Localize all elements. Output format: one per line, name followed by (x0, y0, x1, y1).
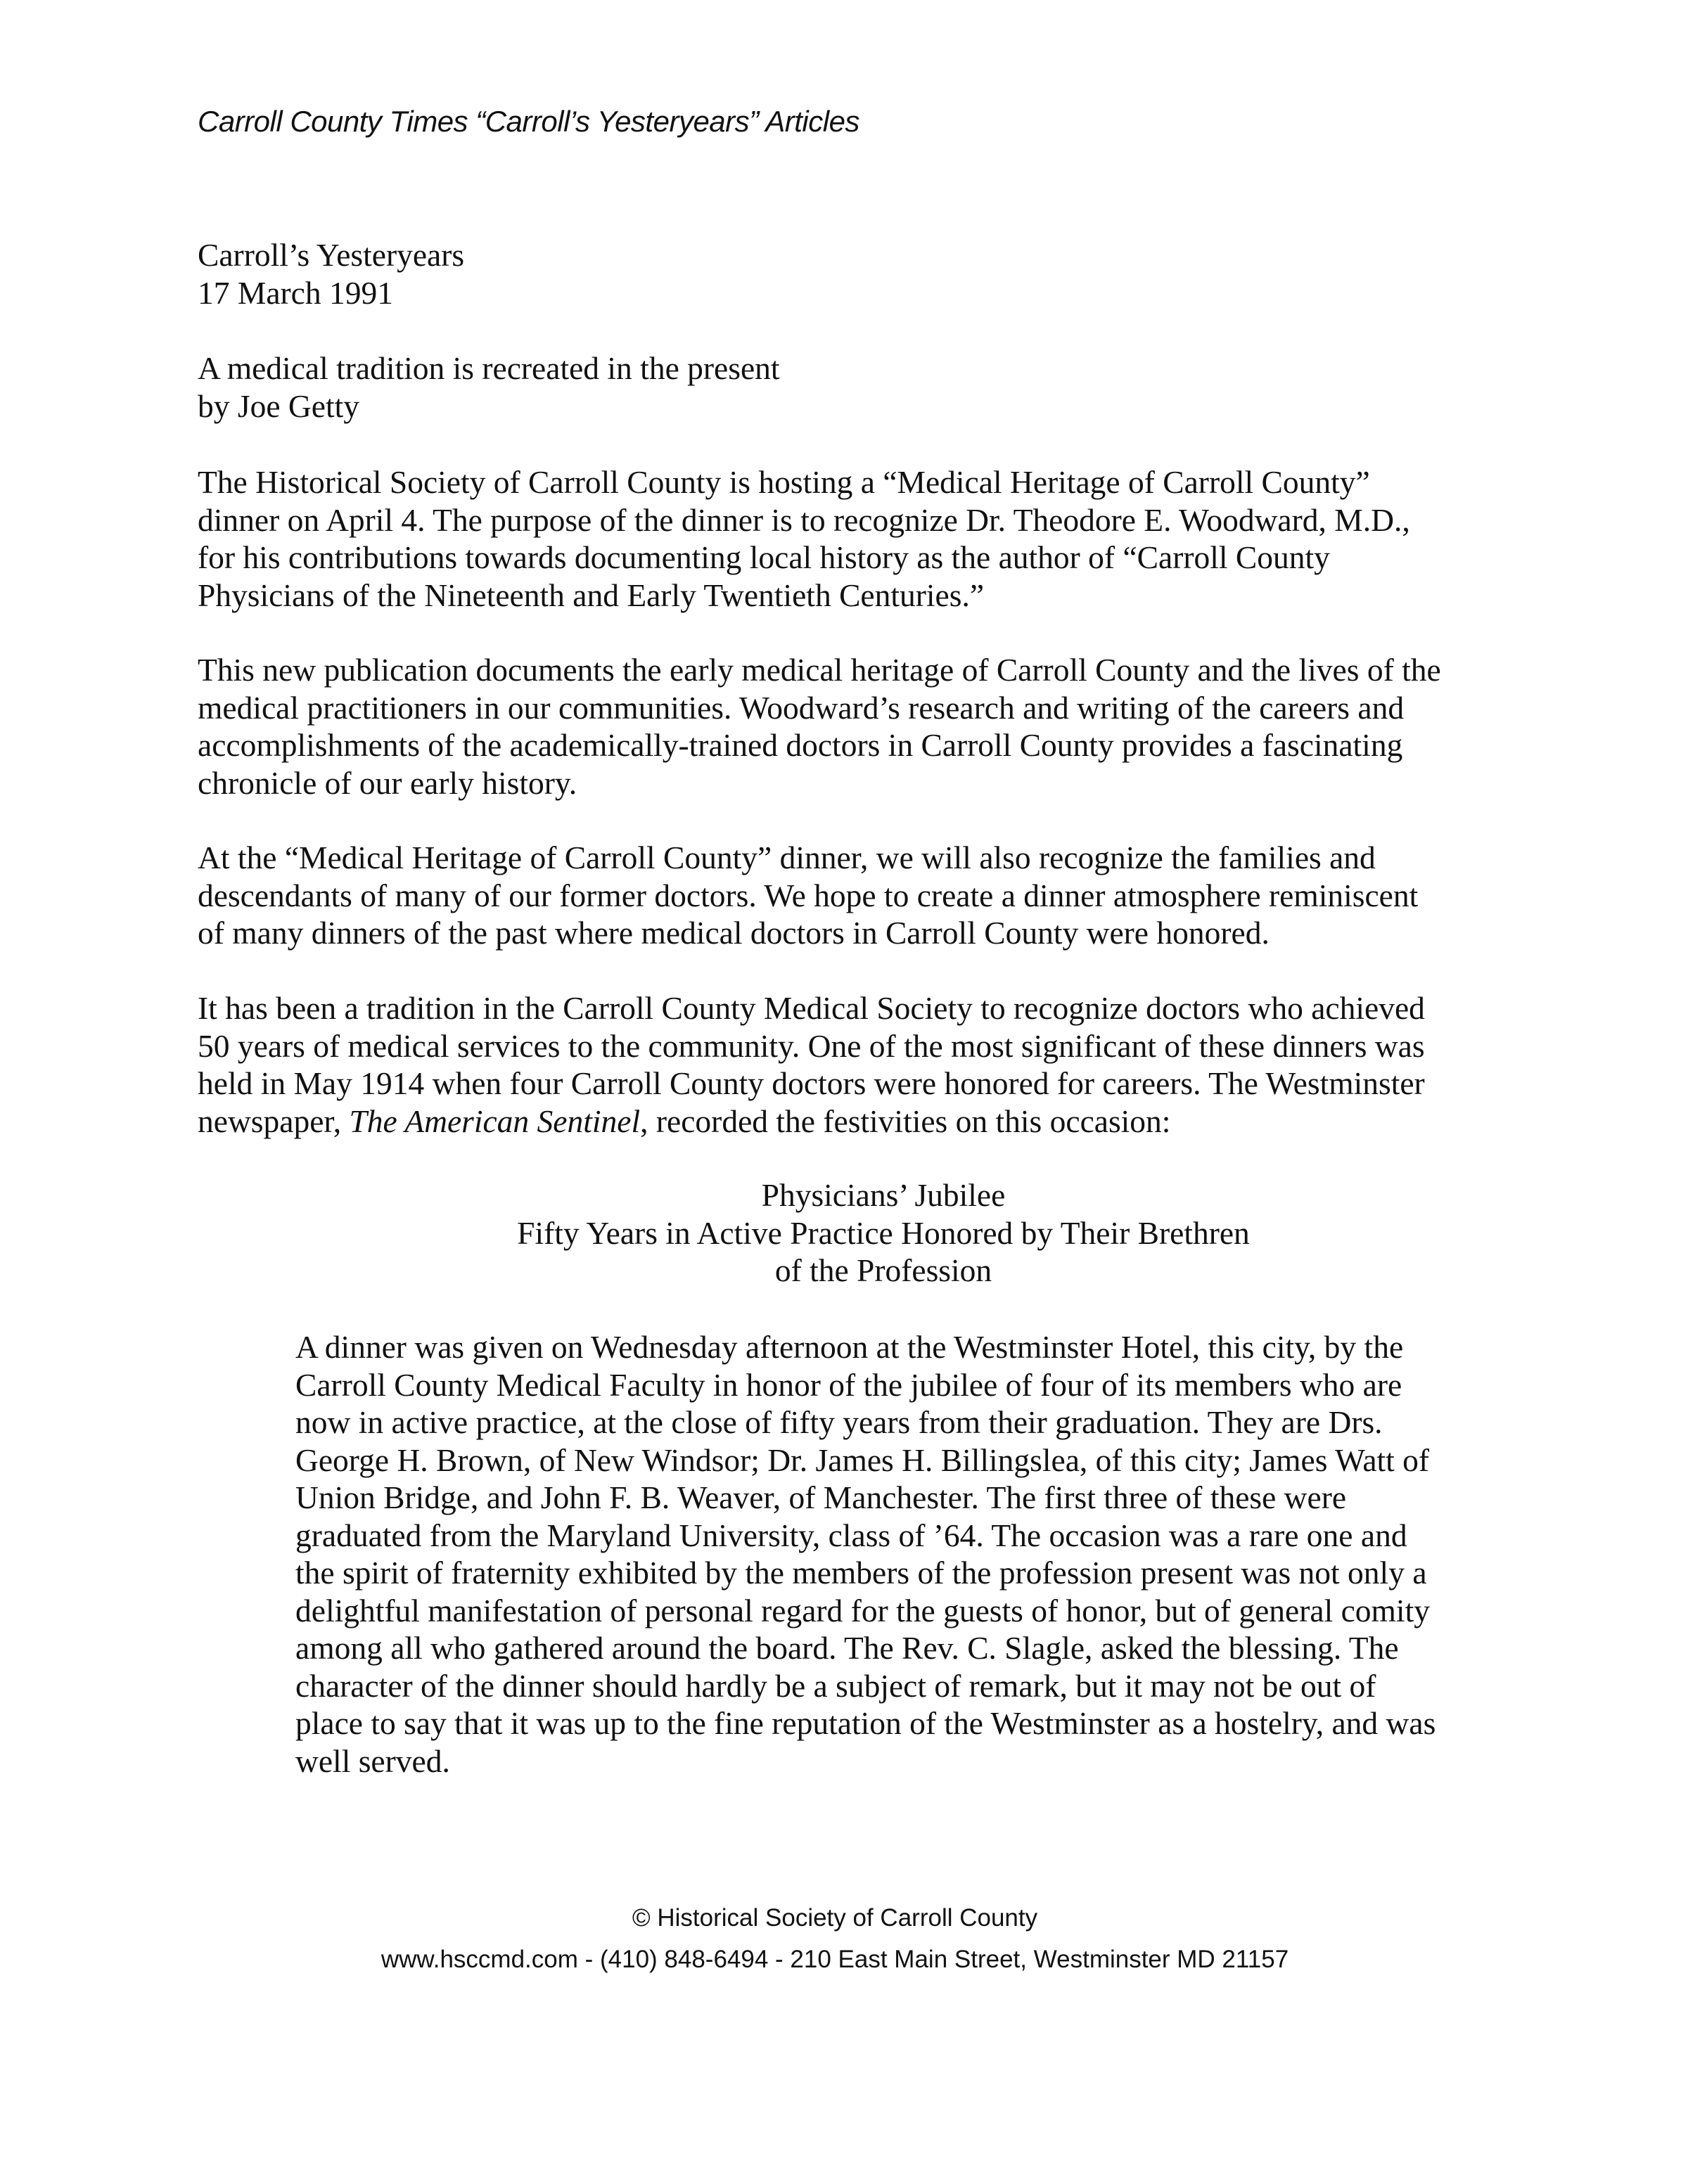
text-line: the spirit of fraternity exhibited by the members of the profession present was not only a (295, 1555, 1427, 1591)
text-line: Carroll County Medical Faculty in honor of the jubilee of four of its members who are (295, 1366, 1402, 1403)
text-line: well served. (295, 1742, 450, 1779)
text-line: now in active practice, at the close of fifty years from their graduation. They are Drs. (295, 1404, 1383, 1440)
article-title-block (198, 349, 780, 425)
text-line: This new publication documents the early medical heritage of Carroll County and the lives of the (198, 652, 1441, 688)
footer-contact: www.hsccmd.com - (410) 848-6494 - 210 East Main Street, Westminster MD 21157 (381, 1946, 1289, 1973)
text-line: 50 years of medical services to the community. One of the most significant of these dinners was (198, 1027, 1425, 1064)
text-line: George H. Brown, of New Windsor; Dr. James H. Billingslea, of this city; James Watt of (295, 1441, 1430, 1478)
text-line (198, 1103, 1425, 1141)
text-line: among all who gathered around the board. The Rev. C. Slagle, asked the blessing. The (295, 1630, 1399, 1666)
text-line: accomplishments of the academically-trained doctors in Carroll County provides a fascinating (198, 727, 1403, 763)
text-span: newspaper, (198, 1103, 350, 1139)
text-line: medical practitioners in our communities. Woodward’s research and writing of the careers and (198, 689, 1405, 726)
article-meta (198, 236, 464, 311)
article-headline: A medical tradition is recreated in the present (198, 350, 780, 386)
document-header-title: Carroll County Times “Carroll’s Yesteryears” Articles (198, 105, 859, 138)
text-line: descendants of many of our former doctors. We hope to create a dinner atmosphere reminiscent (198, 877, 1419, 913)
newspaper-title: The American Sentinel (349, 1103, 641, 1139)
paragraph-3 (198, 839, 1418, 952)
text-line: Union Bridge, and John F. B. Weaver, of Manchester. The first three of these were (295, 1479, 1347, 1515)
text-line: dinner on April 4. The purpose of the dinner is to recognize Dr. Theodore E. Woodward, M.D., (198, 501, 1410, 538)
text-line: for his contributions towards documenting local history as the author of “Carroll County (198, 539, 1330, 575)
text-line: Physicians of the Nineteenth and Early Twentieth Centuries.” (198, 577, 985, 613)
text-line: A dinner was given on Wednesday afternoon at the Westminster Hotel, this city, by the (295, 1329, 1404, 1365)
text-span: , recorded the festivities on this occasion: (640, 1103, 1171, 1139)
quote-heading (197, 1176, 1570, 1290)
paragraph-4 (198, 989, 1425, 1140)
text-line: It has been a tradition in the Carroll County Medical Society to recognize doctors who achieved (198, 990, 1425, 1026)
block-quote (295, 1328, 1436, 1780)
text-line: of many dinners of the past where medical doctors in Carroll County were honored. (198, 915, 1270, 951)
article-byline: by Joe Getty (198, 387, 359, 424)
text-line: At the “Medical Heritage of Carroll County” dinner, we will also recognize the families and (198, 840, 1376, 875)
quote-heading-line: Physicians’ Jubilee (761, 1177, 1006, 1213)
text-line: held in May 1914 when four Carroll County doctors were honored for careers. The Westminster (198, 1065, 1425, 1101)
quote-heading-line: of the Profession (774, 1252, 992, 1288)
footer-copyright: © Historical Society of Carroll County (632, 1904, 1038, 1932)
text-line: graduated from the Maryland University, class of ’64. The occasion was a rare one and (295, 1517, 1407, 1553)
text-line: chronicle of our early history. (198, 764, 577, 801)
article-date: 17 March 1991 (198, 274, 393, 311)
column-name: Carroll’s Yesteryears (198, 237, 465, 273)
paragraph-2 (198, 651, 1441, 802)
text-line: delightful manifestation of personal regard for the guests of honor, but of general comity (295, 1592, 1430, 1629)
text-line: The Historical Society of Carroll County is hosting a “Medical Heritage of Carroll County” (198, 464, 1370, 500)
text-line: place to say that it was up to the fine reputation of the Westminster as a hostelry, and was (295, 1705, 1436, 1741)
paragraph-1 (198, 463, 1410, 614)
quote-heading-line: Fifty Years in Active Practice Honored by Their Brethren (517, 1214, 1250, 1251)
text-line: character of the dinner should hardly be a subject of remark, but it may not be out of (295, 1667, 1376, 1704)
